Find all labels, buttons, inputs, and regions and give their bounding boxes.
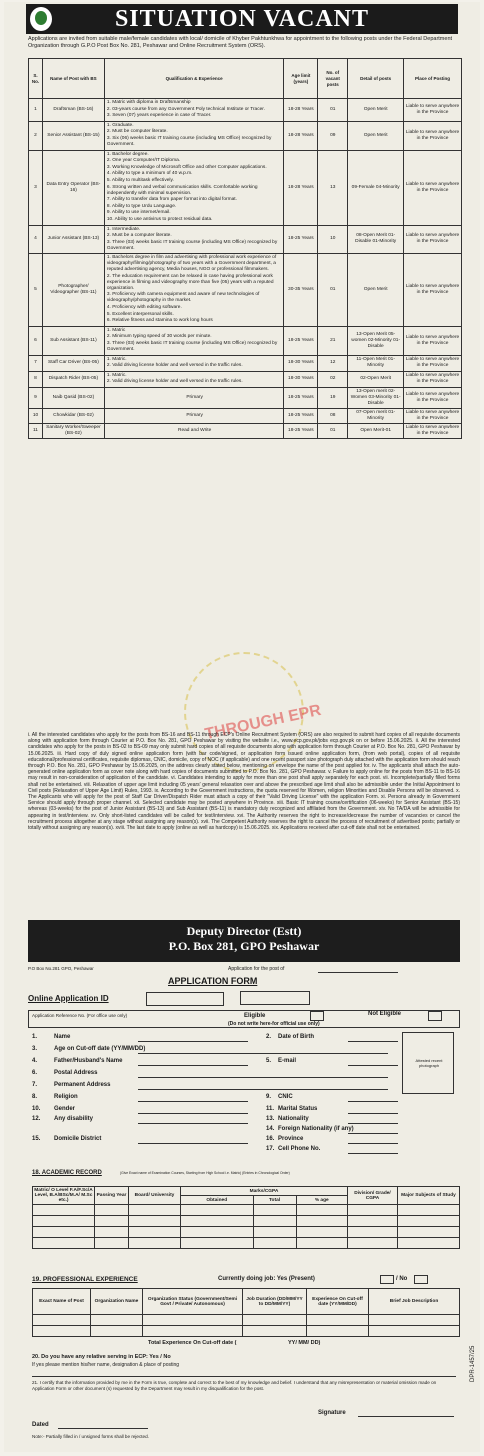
form-note: Note:- Partially filled in / unsigned forms shall be rejected. bbox=[32, 1434, 149, 1439]
row-vacancies: 21 bbox=[318, 326, 348, 355]
vacancy-table-header bbox=[29, 59, 462, 99]
row-post-detail: Open Merit-01 bbox=[348, 424, 404, 439]
row-sno: 10 bbox=[29, 409, 43, 424]
row-sno: 8 bbox=[29, 371, 43, 387]
exp-col-post: Exact Name of Post bbox=[33, 1289, 91, 1315]
field-label: Cell Phone No. bbox=[278, 1146, 321, 1152]
row-sno: 3 bbox=[29, 150, 43, 225]
field-label: Father/Husband's Name bbox=[54, 1058, 123, 1064]
col-qualification: Qualification & Experience bbox=[104, 59, 284, 99]
table-row bbox=[29, 254, 462, 327]
signature-line[interactable] bbox=[358, 1416, 454, 1417]
row-post-detail: Open Merit bbox=[348, 121, 404, 150]
field-label: Foreign Nationality (if any) bbox=[278, 1126, 354, 1132]
table-row bbox=[29, 355, 462, 371]
row-vacancies: 01 bbox=[318, 424, 348, 439]
exp-col-org: Organization Name bbox=[91, 1289, 143, 1315]
table-row bbox=[29, 99, 462, 122]
exp-col-status: Organization Status (Government/Semi Govt / Private/ Autonomous) bbox=[143, 1289, 243, 1315]
academic-col-exam: Matric/ O Level F.A/F.Sc/A Level, B.A/BSc/M.A/ M.Sc etc.) bbox=[34, 1188, 93, 1203]
dated-line[interactable] bbox=[58, 1428, 148, 1429]
row-vacancies: 08 bbox=[318, 409, 348, 424]
row-place-of-posting: Liable to serve anywhere in the Province bbox=[404, 371, 462, 387]
field-input-line[interactable] bbox=[138, 1089, 388, 1090]
total-exp-units: YY/ MM/ DD) bbox=[288, 1340, 321, 1346]
col-post: Name of Post with BS bbox=[42, 59, 104, 99]
yes-checkbox[interactable] bbox=[380, 1275, 394, 1284]
exp-col-cutoff: Experience On Cut-off date (YY/MM/DD) bbox=[307, 1289, 369, 1315]
row-post-detail: Open Merit bbox=[348, 99, 404, 122]
row-vacancies: 01 bbox=[318, 99, 348, 122]
row-vacancies: 01 bbox=[318, 254, 348, 327]
col-sno: S. No. bbox=[29, 59, 43, 99]
exp-col-description: Brief Job Description bbox=[369, 1289, 460, 1315]
qualification-item: 7. Ability to transfer data from paper format into digital format. bbox=[106, 197, 237, 203]
advertisement-page bbox=[4, 2, 480, 1452]
eligible-label: Eligible bbox=[244, 1013, 266, 1019]
row-age-limit: 18-25 Years bbox=[284, 424, 318, 439]
field-input-line[interactable] bbox=[348, 1123, 398, 1124]
qualification-item: 1. Matric. bbox=[106, 372, 127, 378]
field-number: 5. bbox=[266, 1058, 272, 1064]
post-field-line[interactable] bbox=[318, 972, 398, 973]
qualification-item: 1. Graduate. bbox=[106, 122, 134, 128]
qualification-item: 2. Must be computer literate. bbox=[106, 129, 168, 135]
field-label: Name bbox=[54, 1034, 71, 1040]
field-input-line[interactable] bbox=[138, 1077, 388, 1078]
qualification-item: 2. Must be a computer literate. bbox=[106, 233, 172, 239]
field-number: 13. bbox=[266, 1116, 275, 1122]
qualification-item: 2. 03-years course from any Government Poly technical Institute or Tracer. bbox=[106, 106, 265, 112]
col-age: Age limit (years) bbox=[284, 59, 318, 99]
qualification-item: 1. Bachelors degree in film and advertising with professional work experience of videography/filming/photography of two years with a Government department, a reputed advertising agency, Media houses, NGO or professional filmmakers. bbox=[106, 255, 277, 273]
exp-col-duration: Job Duration (DD/MM/YY to DD/MM/YY) bbox=[243, 1289, 307, 1315]
vacancy-table bbox=[28, 58, 462, 439]
academic-note: (Give Exact name of Examination Courses, Starting from High School i.e. Matric) (Entries in Chronological Order) bbox=[120, 1171, 290, 1175]
experience-row[interactable] bbox=[33, 1315, 460, 1326]
qualification-item: 3. Six (06) weeks basic IT training course (including MS Office) recognized by Government. bbox=[106, 135, 272, 147]
row-age-limit: 18-25 Years bbox=[284, 388, 318, 409]
row-qualification bbox=[104, 355, 284, 371]
row-post-name: Data Entry Operator (BS-16) bbox=[42, 150, 104, 225]
application-form bbox=[28, 964, 460, 1448]
table-row bbox=[29, 150, 462, 225]
row-vacancies: 13 bbox=[318, 150, 348, 225]
table-row bbox=[29, 371, 462, 387]
qualification-item: 1. Bachelor degree. bbox=[106, 151, 149, 157]
not-eligible-label: Not Eligible bbox=[368, 1011, 401, 1017]
row-post-detail: 11-Open Merit 01-Minority bbox=[348, 355, 404, 371]
field-number: 10. bbox=[32, 1106, 41, 1112]
qualification-item: 4. Proficiency with editing software. bbox=[106, 305, 182, 311]
academic-row[interactable] bbox=[33, 1216, 460, 1227]
form-post-label: Application for the post of bbox=[228, 966, 285, 972]
field-input-line[interactable] bbox=[348, 1133, 398, 1134]
academic-header-row bbox=[33, 1187, 460, 1196]
row-age-limit: 18-28 Years bbox=[284, 99, 318, 122]
field-label: Religion bbox=[54, 1094, 78, 1100]
row-place-of-posting: Liable to serve anywhere in the Province bbox=[404, 388, 462, 409]
row-post-name: Naib Qasid (BS-02) bbox=[42, 388, 104, 409]
row-vacancies: 19 bbox=[318, 388, 348, 409]
experience-row[interactable] bbox=[33, 1326, 460, 1337]
field-number: 9. bbox=[266, 1094, 272, 1100]
qualification-item: 2. One year Computer/IT Diploma. bbox=[106, 158, 181, 164]
row-post-name: Dispatch Rider (BS-05) bbox=[42, 371, 104, 387]
field-label: E-mail bbox=[278, 1058, 297, 1064]
table-row bbox=[29, 388, 462, 409]
header-banner bbox=[26, 4, 458, 34]
qualification-item: 3. Three (03) weeks basic IT training course (including MS Office) recognized by Government. bbox=[106, 341, 278, 353]
row-vacancies: 09 bbox=[318, 121, 348, 150]
row-qualification bbox=[104, 388, 284, 409]
col-vacancies: No. of vacant posts bbox=[318, 59, 348, 99]
office-note: (Do not write here-for official use only) bbox=[228, 1021, 320, 1027]
row-post-name: Sanitary Worker/Sweeper (BS-02) bbox=[42, 424, 104, 439]
row-post-detail: 02-Open Merit bbox=[348, 371, 404, 387]
row-age-limit: 18-25 Years bbox=[284, 225, 318, 254]
field-label: Postal Address bbox=[54, 1070, 98, 1076]
experience-table bbox=[32, 1288, 460, 1337]
field-input-line[interactable] bbox=[138, 1065, 248, 1066]
qualification-item: 1. Matric. bbox=[106, 356, 127, 362]
field-label: Marital Status bbox=[278, 1106, 318, 1112]
field-input-line[interactable] bbox=[138, 1053, 388, 1054]
row-place-of-posting: Liable to serve anywhere in the Province bbox=[404, 99, 462, 122]
row-post-name: Senior Assistant (BS-15) bbox=[42, 121, 104, 150]
table-row bbox=[29, 225, 462, 254]
online-id-field[interactable] bbox=[146, 992, 224, 1006]
field-input-line[interactable] bbox=[348, 1153, 398, 1154]
col-place: Place of Posting bbox=[404, 59, 462, 99]
qualification-item: 1. Matric with diploma in Draftsmanship bbox=[106, 100, 191, 105]
row-qualification bbox=[104, 326, 284, 355]
row-place-of-posting: Liable to serve anywhere in the Province bbox=[404, 326, 462, 355]
field-label: Domicile District bbox=[54, 1136, 102, 1142]
row-qualification bbox=[104, 99, 284, 122]
declaration-text: 21. I certify that the information provided by me in the Form is true, complete and correct to the best of my knowledge and belief. I understand that any misrepresentation or material omission made on Application Form or other document (s) requested by the Department may result in my disqualification for the post. bbox=[32, 1380, 437, 1391]
field-input-line[interactable] bbox=[138, 1143, 248, 1144]
row-place-of-posting: Liable to serve anywhere in the Province bbox=[404, 121, 462, 150]
reference-no-label: Application Reference No. (For office use only) bbox=[32, 1013, 128, 1018]
row-post-detail: 13-Open Merit 05-women 02-Minority 01-Disable bbox=[348, 326, 404, 355]
qualification-item: 3. Proficiency with camera equipment and aware of new technologies of videography/photography in the market. bbox=[106, 292, 260, 304]
qualification-item: 2. The education requirement can be relaxed in case having professional work experience in filming and videography more than five (05) years with a reputed organization. bbox=[106, 273, 274, 291]
row-sno: 7 bbox=[29, 355, 43, 371]
row-qualification bbox=[104, 409, 284, 424]
qualification-item: 2. Valid driving license holder and well versed in the traffic rules. bbox=[106, 379, 243, 385]
page-title: SITUATION VACANT bbox=[114, 6, 370, 32]
field-input-line[interactable] bbox=[348, 1113, 398, 1114]
professional-title: 19. PROFESSIONAL EXPERIENCE bbox=[32, 1276, 138, 1283]
academic-col-subjects: Major Subjects of Study bbox=[398, 1187, 460, 1205]
row-place-of-posting: Liable to serve anywhere in the Province bbox=[404, 150, 462, 225]
office-use-box bbox=[240, 991, 310, 1005]
field-number: 11. bbox=[266, 1106, 275, 1112]
qualification-item: 5. Ability to multitask effectively. bbox=[106, 177, 174, 183]
row-qualification bbox=[104, 254, 284, 327]
field-input-line[interactable] bbox=[348, 1101, 398, 1102]
row-sno: 5 bbox=[29, 254, 43, 327]
form-title: APPLICATION FORM bbox=[168, 976, 258, 986]
intro-paragraph: Applications are invited from suitable male/female candidates with local/ domicile of Khyber Pakhtunkhwa for appointment to the following posts under the Federal Department Organization through G.P.O Post Box No. 281, Peshawar and Online Recruitment System (ORS). bbox=[28, 36, 453, 49]
total-exp-label: Total Experience On Cut-off date ( bbox=[148, 1340, 237, 1346]
table-row bbox=[29, 326, 462, 355]
row-age-limit: 18-30 Years bbox=[284, 355, 318, 371]
field-input-line[interactable] bbox=[348, 1041, 398, 1042]
row-sno: 6 bbox=[29, 326, 43, 355]
field-input-line[interactable] bbox=[348, 1143, 398, 1144]
row-age-limit: 18-28 Years bbox=[284, 121, 318, 150]
qualification-item: Primary bbox=[186, 394, 203, 400]
row-vacancies: 12 bbox=[318, 355, 348, 371]
academic-row[interactable] bbox=[33, 1238, 460, 1249]
banner-designation: Deputy Director (Estt) bbox=[186, 924, 302, 938]
row-sno: 2 bbox=[29, 121, 43, 150]
eligible-checkbox[interactable] bbox=[310, 1011, 324, 1021]
field-input-line[interactable] bbox=[138, 1123, 248, 1124]
row-post-name: Draftsman (BS-16) bbox=[42, 99, 104, 122]
row-qualification bbox=[104, 424, 284, 439]
field-number: 4. bbox=[32, 1058, 38, 1064]
online-id-label: Online Application ID bbox=[28, 994, 109, 1003]
field-input-line[interactable] bbox=[138, 1101, 248, 1102]
field-input-line[interactable] bbox=[138, 1041, 248, 1042]
qualification-item: 3. Working Knowledge of Microsoft Office and other Computer applications. bbox=[106, 164, 267, 170]
field-label: Gender bbox=[54, 1106, 76, 1112]
field-label: CNIC bbox=[278, 1094, 293, 1100]
field-number: 7. bbox=[32, 1082, 38, 1088]
marks-total-col: Total bbox=[253, 1196, 296, 1205]
field-label: Date of Birth bbox=[278, 1034, 314, 1040]
qualification-item: 1. Matric bbox=[106, 327, 126, 333]
qualification-item: 2. Minimum typing speed of 30 words per minute. bbox=[106, 334, 212, 340]
marks-percent-col: % age bbox=[296, 1196, 347, 1205]
row-age-limit: 18-25 Years bbox=[284, 409, 318, 424]
row-qualification bbox=[104, 121, 284, 150]
field-label: Any disability bbox=[54, 1116, 94, 1122]
address-banner bbox=[28, 920, 460, 962]
row-place-of-posting: Liable to serve anywhere in the Province bbox=[404, 254, 462, 327]
marks-obtained-col: Obtained bbox=[181, 1196, 254, 1205]
relative-detail-line[interactable] bbox=[32, 1376, 456, 1377]
field-number: 2. bbox=[266, 1034, 272, 1040]
row-age-limit: 18-30 Years bbox=[284, 371, 318, 387]
qualification-item: Read and Write bbox=[178, 427, 212, 433]
watermark-text: THROUGH EPR bbox=[203, 701, 323, 744]
currently-doing-label: Currently doing job: Yes (Present) bbox=[218, 1276, 315, 1282]
row-qualification bbox=[104, 225, 284, 254]
row-sno: 4 bbox=[29, 225, 43, 254]
col-detail: Detail of posts bbox=[348, 59, 404, 99]
field-label: Nationality bbox=[278, 1116, 309, 1122]
field-number: 3. bbox=[32, 1046, 38, 1052]
field-number: 17. bbox=[266, 1146, 275, 1152]
academic-col-board: Board/ University bbox=[129, 1187, 181, 1205]
academic-table bbox=[32, 1186, 460, 1249]
academic-row[interactable] bbox=[33, 1227, 460, 1238]
not-eligible-checkbox[interactable] bbox=[428, 1011, 442, 1021]
row-age-limit: 30-35 Years bbox=[284, 254, 318, 327]
academic-row[interactable] bbox=[33, 1205, 460, 1216]
qualification-item: 6. Relative fitness and stamina to work long hours bbox=[106, 318, 213, 324]
qualification-item: 5. Excellent interpersonal skills. bbox=[106, 311, 174, 317]
instructions-notes: i. All the interested candidates who apply for the posts from BS-16 and BS-11 through ECP's Online Recruitment System (ORS) are also required to submit hard copies of all requisite documents along with application form through Courier at P.O. Box No. 281, GPO Peshawar by visiting the website i.e., www.ecp.gov.pk/jobs ecp.gov.pk on or before 15.06.2025. ii. All the interested candidates who apply for the posts in BS-02 to BS-09 may only submit hard copies of all requisite documents along with application form through Courier at P.O. Box No. 281, GPO Peshawar by 15.06.2025. iii. Hard copy of duly signed online application form (with bar code/signed, or application form issued online application form, (from web portal), copies of all requisite educational/professional certificates, requisite diplomas, CNIC, domicile, copy of NOC (if applicable) and one recent passport size photograph duly attached with the application form should reach through P.O. Box No. 281, GPO Peshawar by 15.06.2025, on the address clearly stated below, mentioning on envelope the name of the post applied for. iv. The applicants shall attach the auto-generated online application form as cover note along with hard copies of documents submitted to P.O. Box No. 281, GPO Peshawar. v. Failure to apply online for the posts from BS-11 to BS-16 may result in non-consideration of application of the candidate. vi. Candidates intending to apply for more than one post shall apply separately for each post. vii. Incomplete/partially filled forms shall not be entertained. viii. Relaxation of upper age limit including 05 years' general relaxation over and above the prescribed age limit shall also be admissible under the Initial Appointment to Civil posts (Relaxation of Upper Age Limit) Rules, 1993. ix. According to the Government instructions, the quota reserved for Women, religion Minorities and Disable Persons will be observed. x. The Applicants who will apply for the post of Staff Car Driver/Dispatch Rider must attach a copy of their "Valid Driving License" with the application Form. xi. Persons already in Government Service should apply through proper channel. xii. Selected candidate may be posted anywhere in Province. xiii. Basic IT training course/certification (06-weeks) for Senior Assistant (BS-15) whereas (03-weeks) for the post of Junior Assistant (BS-13) and Sub Assistant (BS-11) is mandatory duly recognized and affiliated from the Government. xiv. No TA/DA will be admissible for appearing in test/interview. xv. Only short-listed candidates will be called for test/interview. xvi. The Authority reserves the right to increase/decrease the number of vacancies or cancel the recruitment process altogether at any stage without assigning any reason(s). xvii. The Competent Authority reserves the right to cancel the process of recruitment of advertised posts; partially or totally without assigning any reason(s). xviii. The last date to apply (online as well as hardcopy) is 15.06.2025. xix. Applications received after cut-off date shall not be entertained. bbox=[28, 732, 460, 832]
relative-detail-label: If yes please mention his/her name, designation & place of posting bbox=[32, 1362, 180, 1368]
no-label: / No bbox=[396, 1276, 408, 1282]
row-age-limit: 18-28 Years bbox=[284, 150, 318, 225]
academic-col-year: Passing Year bbox=[95, 1187, 129, 1205]
qualification-item: 4. Ability to type a minimum of 40 w.p.m. bbox=[106, 171, 193, 177]
qualification-item: 3. Three (03) weeks basic IT training course (including MS Office) recognized by Government. bbox=[106, 239, 278, 251]
dated-label: Dated bbox=[32, 1422, 49, 1428]
row-place-of-posting: Liable to serve anywhere in the Province bbox=[404, 409, 462, 424]
qualification-item: 2. Valid driving license holder and well versed in the traffic rules. bbox=[106, 363, 243, 369]
row-post-detail: Open Merit bbox=[348, 254, 404, 327]
field-input-line[interactable] bbox=[138, 1113, 248, 1114]
row-age-limit: 18-25 Years bbox=[284, 326, 318, 355]
qualification-item: 6. Strong written and verbal communication skills. Comfortable working independently with minimal supervision. bbox=[106, 184, 258, 196]
row-qualification bbox=[104, 150, 284, 225]
field-label: Age on Cut-off date (YY/MM/DD) bbox=[54, 1046, 146, 1052]
qualification-item: 1. Intermediate. bbox=[106, 226, 141, 232]
row-post-name: Sub Assistant (BS-11) bbox=[42, 326, 104, 355]
field-number: 8. bbox=[32, 1094, 38, 1100]
qualification-item: 10. Ability to use antivirus to protect residual data. bbox=[106, 216, 213, 222]
experience-header-row bbox=[33, 1289, 460, 1315]
qualification-item: Primary bbox=[186, 412, 203, 418]
row-post-detail: 09-Female 04-Minority bbox=[348, 150, 404, 225]
field-input-line[interactable] bbox=[348, 1065, 398, 1066]
academic-title: 18. ACADEMIC RECORD bbox=[32, 1170, 102, 1176]
banner-address: P.O. Box 281, GPO Peshawar bbox=[168, 939, 320, 953]
row-post-name: Staff Car Driver (BS-05) bbox=[42, 355, 104, 371]
qualification-item: 9. Ability to use internet/email. bbox=[106, 210, 171, 216]
row-sno: 9 bbox=[29, 388, 43, 409]
row-post-name: Chowkidar (BS-02) bbox=[42, 409, 104, 424]
qualification-item: 8. Ability to type Urdu Language. bbox=[106, 203, 177, 209]
field-label: Permanent Address bbox=[54, 1082, 111, 1088]
row-post-detail: 07-Open merit 01-Minority bbox=[348, 409, 404, 424]
field-number: 14. bbox=[266, 1126, 275, 1132]
signature-label: Signature bbox=[318, 1410, 346, 1416]
row-place-of-posting: Liable to serve anywhere in the Province bbox=[404, 225, 462, 254]
form-to-line: P.O Box No.281 GPO, Peshawar bbox=[28, 966, 94, 971]
row-vacancies: 10 bbox=[318, 225, 348, 254]
advertisement-code: DPR-1457/25 bbox=[470, 1345, 476, 1382]
field-number: 6. bbox=[32, 1070, 38, 1076]
row-place-of-posting: Liable to serve anywhere in the Province bbox=[404, 355, 462, 371]
qualification-item: 3. Seven (07) years experience in case of Tracer. bbox=[106, 113, 212, 119]
row-qualification bbox=[104, 371, 284, 387]
table-row bbox=[29, 424, 462, 439]
field-number: 12. bbox=[32, 1116, 41, 1122]
field-number: 15. bbox=[32, 1136, 41, 1142]
row-sno: 1 bbox=[29, 99, 43, 122]
table-row bbox=[29, 409, 462, 424]
field-number: 1. bbox=[32, 1034, 38, 1040]
row-post-name: Junior Assistant (BS-13) bbox=[42, 225, 104, 254]
photo-note: Attested recent photograph bbox=[415, 1058, 443, 1068]
academic-col-marks: Marks/CGPA bbox=[181, 1187, 348, 1196]
relative-question: 20. Do you have any relative serving in ECP: Yes / No bbox=[32, 1354, 171, 1360]
table-row bbox=[29, 121, 462, 150]
row-vacancies: 02 bbox=[318, 371, 348, 387]
row-place-of-posting: Liable to serve anywhere in the Province bbox=[404, 424, 462, 439]
field-label: Province bbox=[278, 1136, 304, 1142]
academic-col-division: Division/ Grade/ CGPA bbox=[348, 1187, 398, 1205]
field-number: 16. bbox=[266, 1136, 275, 1142]
row-post-name: Photographer/ Videographer (BS-11) bbox=[42, 254, 104, 327]
row-post-detail: 08-Open Merit 01-Disable 01-Minority bbox=[348, 225, 404, 254]
no-checkbox[interactable] bbox=[414, 1275, 428, 1284]
row-post-detail: 13-Open merit 02-Women 03-Minority 01-Disable bbox=[348, 388, 404, 409]
row-sno: 11 bbox=[29, 424, 43, 439]
